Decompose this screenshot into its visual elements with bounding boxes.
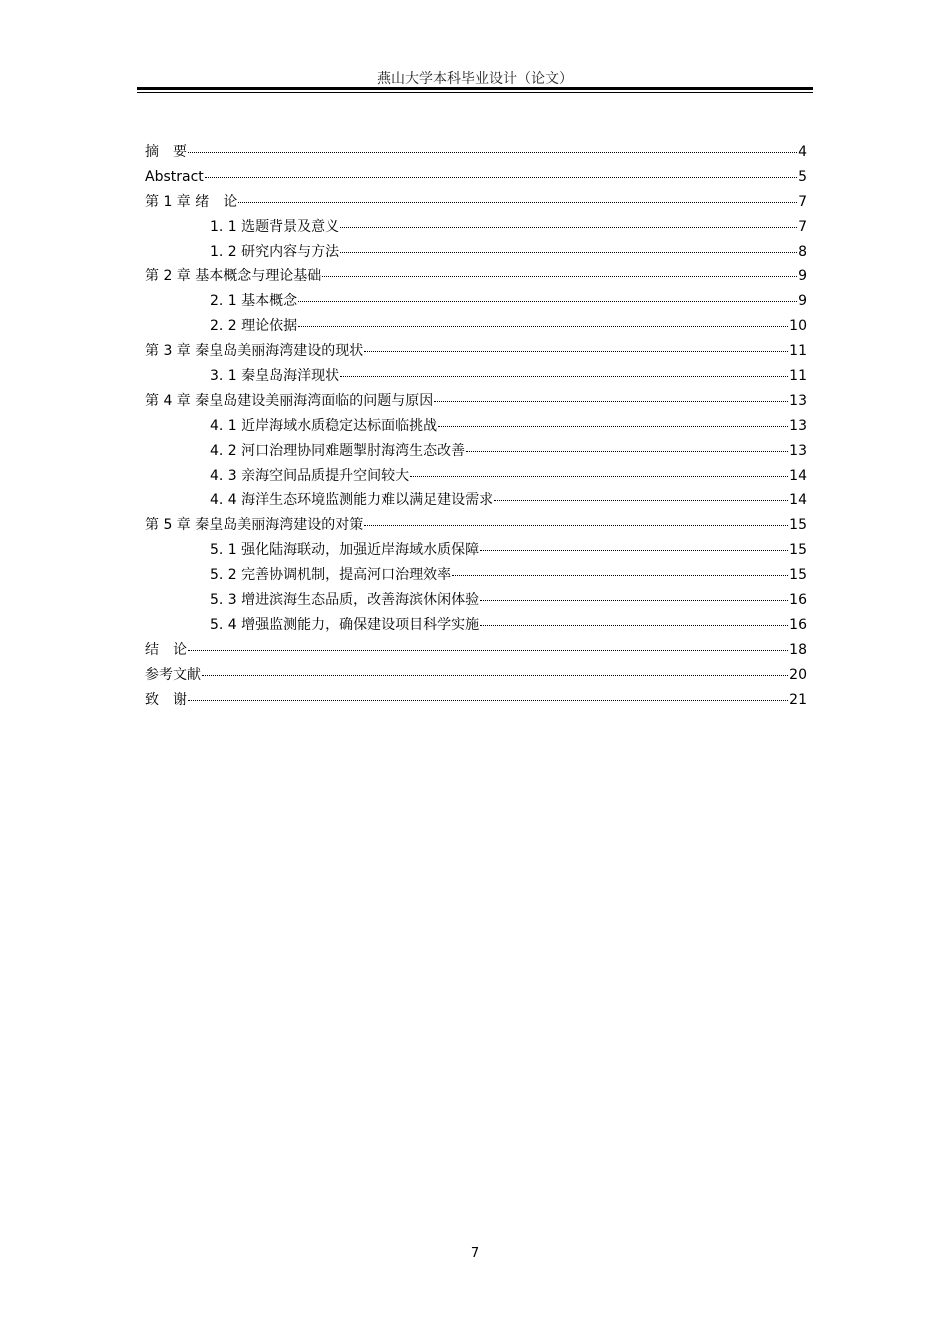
toc-leader-dots bbox=[434, 387, 788, 402]
toc-leader-dots bbox=[480, 586, 788, 601]
toc-entry-page: 20 bbox=[789, 666, 807, 683]
toc-leader-dots bbox=[202, 661, 788, 676]
toc-entry-page: 9 bbox=[798, 268, 807, 285]
toc-entry[interactable] bbox=[145, 389, 807, 414]
toc-entry[interactable] bbox=[145, 663, 807, 688]
toc-leader-dots bbox=[298, 287, 797, 302]
toc-entry-title: 摘 要 bbox=[145, 144, 187, 160]
toc-entry-title: 4. 2 河口治理协同难题掣肘海湾生态改善 bbox=[210, 442, 466, 459]
toc-entry-title: 结 论 bbox=[145, 641, 187, 658]
toc-leader-dots bbox=[466, 437, 788, 452]
toc-entry-title: 1. 2 研究内容与方法 bbox=[210, 243, 340, 260]
toc-entry-page: 7 bbox=[798, 193, 807, 210]
toc-entry-page: 8 bbox=[798, 243, 807, 260]
toc-entry-title: 第 2 章 基本概念与理论基础 bbox=[145, 268, 322, 285]
toc-entry-title: 第 4 章 秦皇岛建设美丽海湾面临的问题与原因 bbox=[145, 392, 434, 409]
toc-leader-dots bbox=[364, 511, 788, 526]
toc-entry-title: 5. 1 强化陆海联动，加强近岸海域水质保障 bbox=[210, 542, 480, 559]
toc-entry-page: 16 bbox=[789, 592, 807, 609]
toc-leader-dots bbox=[188, 138, 797, 153]
toc-entry[interactable] bbox=[145, 264, 807, 289]
toc-entry-title: 5. 4 增强监测能力，确保建设项目科学实施 bbox=[210, 616, 480, 633]
toc-entry-page: 18 bbox=[789, 641, 807, 658]
toc-entry[interactable] bbox=[145, 588, 807, 613]
toc-entry-title: 第 1 章 绪 论 bbox=[145, 193, 238, 210]
page-number: 7 bbox=[470, 1246, 480, 1261]
toc-leader-dots bbox=[188, 686, 788, 701]
toc-entry[interactable] bbox=[145, 240, 807, 265]
toc-entry[interactable] bbox=[145, 140, 807, 165]
toc-entry-title: 第 3 章 秦皇岛美丽海湾建设的现状 bbox=[145, 343, 364, 360]
toc-entry-title: 2. 1 基本概念 bbox=[210, 293, 298, 310]
toc-leader-dots bbox=[298, 312, 788, 327]
toc-leader-dots bbox=[340, 362, 788, 377]
toc-entry-page: 7 bbox=[798, 218, 807, 235]
toc-entry[interactable] bbox=[145, 464, 807, 489]
toc-entry-page: 16 bbox=[789, 616, 807, 633]
toc-entry[interactable] bbox=[145, 215, 807, 240]
toc-entry-title: 5. 2 完善协调机制，提高河口治理效率 bbox=[210, 567, 452, 584]
toc-leader-dots bbox=[410, 462, 788, 477]
toc-entry-page: 14 bbox=[789, 492, 807, 509]
toc-entry-page: 5 bbox=[798, 168, 807, 185]
toc-entry[interactable] bbox=[145, 165, 807, 190]
toc-entry-title: 4. 3 亲海空间品质提升空间较大 bbox=[210, 467, 410, 484]
toc-entry-title: 2. 2 理论依据 bbox=[210, 318, 298, 335]
toc-entry-page: 11 bbox=[789, 343, 807, 360]
toc-entry[interactable] bbox=[145, 488, 807, 513]
toc-entry-page: 9 bbox=[798, 293, 807, 310]
toc-entry-page: 15 bbox=[789, 542, 807, 559]
toc-entry-title: 5. 3 增进滨海生态品质，改善海滨休闲体验 bbox=[210, 592, 480, 609]
toc-entry[interactable] bbox=[145, 439, 807, 464]
toc-entry[interactable] bbox=[145, 538, 807, 563]
toc-entry-page: 11 bbox=[789, 368, 807, 385]
toc-leader-dots bbox=[205, 163, 797, 178]
toc-leader-dots bbox=[452, 561, 788, 576]
toc-entry-page: 15 bbox=[789, 567, 807, 584]
toc-entry[interactable] bbox=[145, 289, 807, 314]
toc-entry-title: Abstract bbox=[145, 168, 204, 185]
toc-leader-dots bbox=[322, 262, 797, 277]
toc-entry-title: 致 谢 bbox=[145, 691, 187, 708]
toc-entry[interactable] bbox=[145, 563, 807, 588]
header-rule-thin bbox=[137, 92, 813, 93]
toc-entry-page: 4 bbox=[798, 144, 807, 160]
toc-leader-dots bbox=[188, 636, 788, 651]
toc-leader-dots bbox=[480, 536, 788, 551]
toc-leader-dots bbox=[340, 238, 797, 253]
table-of-contents bbox=[145, 140, 807, 712]
toc-entry-title: 4. 1 近岸海域水质稳定达标面临挑战 bbox=[210, 417, 438, 434]
toc-entry-page: 15 bbox=[789, 517, 807, 534]
toc-entry-page: 10 bbox=[789, 318, 807, 335]
toc-entry[interactable] bbox=[145, 414, 807, 439]
toc-entry-page: 14 bbox=[789, 467, 807, 484]
toc-entry[interactable] bbox=[145, 190, 807, 215]
toc-entry-title: 第 5 章 秦皇岛美丽海湾建设的对策 bbox=[145, 517, 364, 534]
header-rule-thick bbox=[137, 87, 813, 90]
toc-entry[interactable] bbox=[145, 688, 807, 713]
toc-entry-page: 21 bbox=[789, 691, 807, 708]
toc-entry-title: 1. 1 选题背景及意义 bbox=[210, 218, 340, 235]
toc-entry[interactable] bbox=[145, 339, 807, 364]
toc-leader-dots bbox=[438, 412, 788, 427]
toc-entry[interactable] bbox=[145, 638, 807, 663]
toc-entry-title: 参考文献 bbox=[145, 666, 201, 683]
running-header: 燕山大学本科毕业设计（论文） bbox=[377, 71, 573, 87]
toc-entry-page: 13 bbox=[789, 392, 807, 409]
toc-entry[interactable] bbox=[145, 513, 807, 538]
toc-entry[interactable] bbox=[145, 314, 807, 339]
toc-entry[interactable] bbox=[145, 613, 807, 638]
toc-leader-dots bbox=[364, 337, 788, 352]
toc-leader-dots bbox=[238, 188, 797, 203]
toc-entry-title: 4. 4 海洋生态环境监测能力难以满足建设需求 bbox=[210, 492, 494, 509]
toc-entry[interactable] bbox=[145, 364, 807, 389]
toc-leader-dots bbox=[480, 611, 788, 626]
toc-entry-title: 3. 1 秦皇岛海洋现状 bbox=[210, 368, 340, 385]
toc-leader-dots bbox=[494, 486, 788, 501]
toc-entry-page: 13 bbox=[789, 442, 807, 459]
toc-entry-page: 13 bbox=[789, 417, 807, 434]
toc-leader-dots bbox=[340, 213, 797, 228]
